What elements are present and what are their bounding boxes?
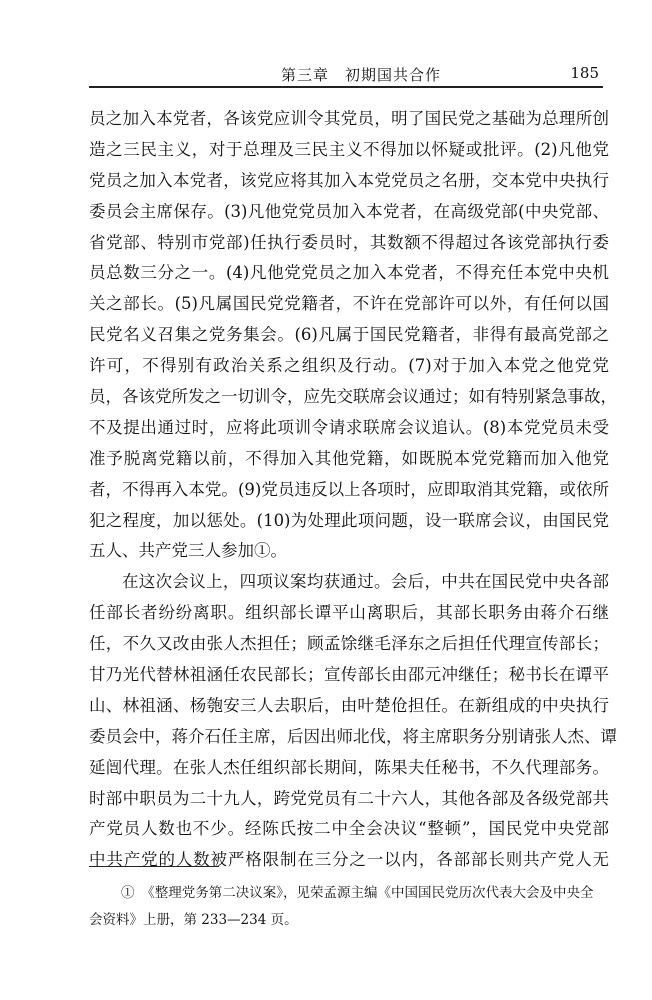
text-line: 员，各该党所发之一切训令，应先交联席会议通过；如有特别紧急事故， <box>89 387 617 407</box>
text-line: 五人、共产党三人参加①。 <box>89 541 287 561</box>
text-line: 委员会主席保存。(3)凡他党党员加入本党者，在高级党部(中央党部、 <box>89 201 609 221</box>
text-line: 不及提出通过时，应将此项训令请求联席会议追认。(8)本党党员未受 <box>89 417 609 437</box>
text-line: 准予脱离党籍以前，不得加入其他党籍，如既脱本党党籍而加入他党 <box>89 448 609 468</box>
paragraph-first-line: 在这次会议上，四项议案均获通过。会后，中共在国民党中央各部 <box>122 572 609 592</box>
text-line: 甘乃光代替林祖涵任农民部长；宣传部长由邵元冲继任；秘书长在谭平 <box>89 665 609 685</box>
text-line: 者，不得再入本党。(9)党员违反以上各项时，应即取消其党籍，或依所 <box>89 479 609 499</box>
body-text <box>89 104 617 876</box>
header-rule <box>89 86 603 88</box>
page-number: 185 <box>570 64 599 82</box>
footnote-line: 会资料》上册，第 233—234 页。 <box>89 912 298 928</box>
footnote <box>89 880 609 934</box>
text-line: 中共产党的人数被严格限制在三分之一以内，各部部长则共产党人无 <box>89 850 609 870</box>
footnote-line: ① 《整理党务第二决议案》，见荣孟源主编《中国国民党历次代表大会及中央全 <box>121 885 594 901</box>
text-line: 任，不久又改由张人杰担任；顾孟馀继毛泽东之后担任代理宣传部长； <box>89 634 609 654</box>
text-line: 党员之加入本党者，该党应将其加入本党党员之名册，交本党中央执行 <box>89 170 609 190</box>
text-line: 任部长者纷纷离职。组织部长谭平山离职后，其部长职务由蒋介石继 <box>89 603 609 623</box>
text-line: 关之部长。(5)凡属国民党党籍者，不许在党部许可以外，有任何以国 <box>89 294 609 314</box>
text-line: 造之三民主义，对于总理及三民主义不得加以怀疑或批评。(2)凡他党 <box>89 139 609 159</box>
text-line: 委员会中，蒋介石任主席，后因出师北伐，将主席职务分别请张人杰、谭 <box>89 726 617 746</box>
text-line: 民党名义召集之党务集会。(6)凡属于国民党籍者，非得有最高党部之 <box>89 325 609 345</box>
text-line: 延闿代理。在张人杰任组织部长期间，陈果夫任秘书，不久代理部务。 <box>89 757 609 777</box>
text-line: 许可，不得别有政治关系之组织及行动。(7)对于加入本党之他党党 <box>89 356 609 376</box>
text-line: 员总数三分之一。(4)凡他党党员之加入本党者，不得充任本党中央机 <box>89 263 609 283</box>
chapter-title: 第三章 初期国共合作 <box>281 66 442 84</box>
text-line: 员之加入本党者，各该党应训令其党员，明了国民党之基础为总理所创 <box>89 109 609 128</box>
text-line: 省党部、特别市党部)任执行委员时，其数额不得超过各该党部执行委 <box>89 232 609 252</box>
footnote-rule <box>89 866 219 867</box>
running-header <box>89 62 603 88</box>
text-line: 犯之程度，加以惩处。(10)为处理此项问题，设一联席会议，由国民党 <box>89 510 609 530</box>
text-line: 产党员人数也不少。经陈氏按二中全会决议“整顿”，国民党中央党部 <box>89 819 609 839</box>
text-line: 山、林祖涵、杨匏安三人去职后，由叶楚伧担任。在新组成的中央执行 <box>89 695 609 715</box>
text-line: 时部中职员为二十九人，跨党党员有二十六人，其他各部及各级党部共 <box>89 788 609 808</box>
